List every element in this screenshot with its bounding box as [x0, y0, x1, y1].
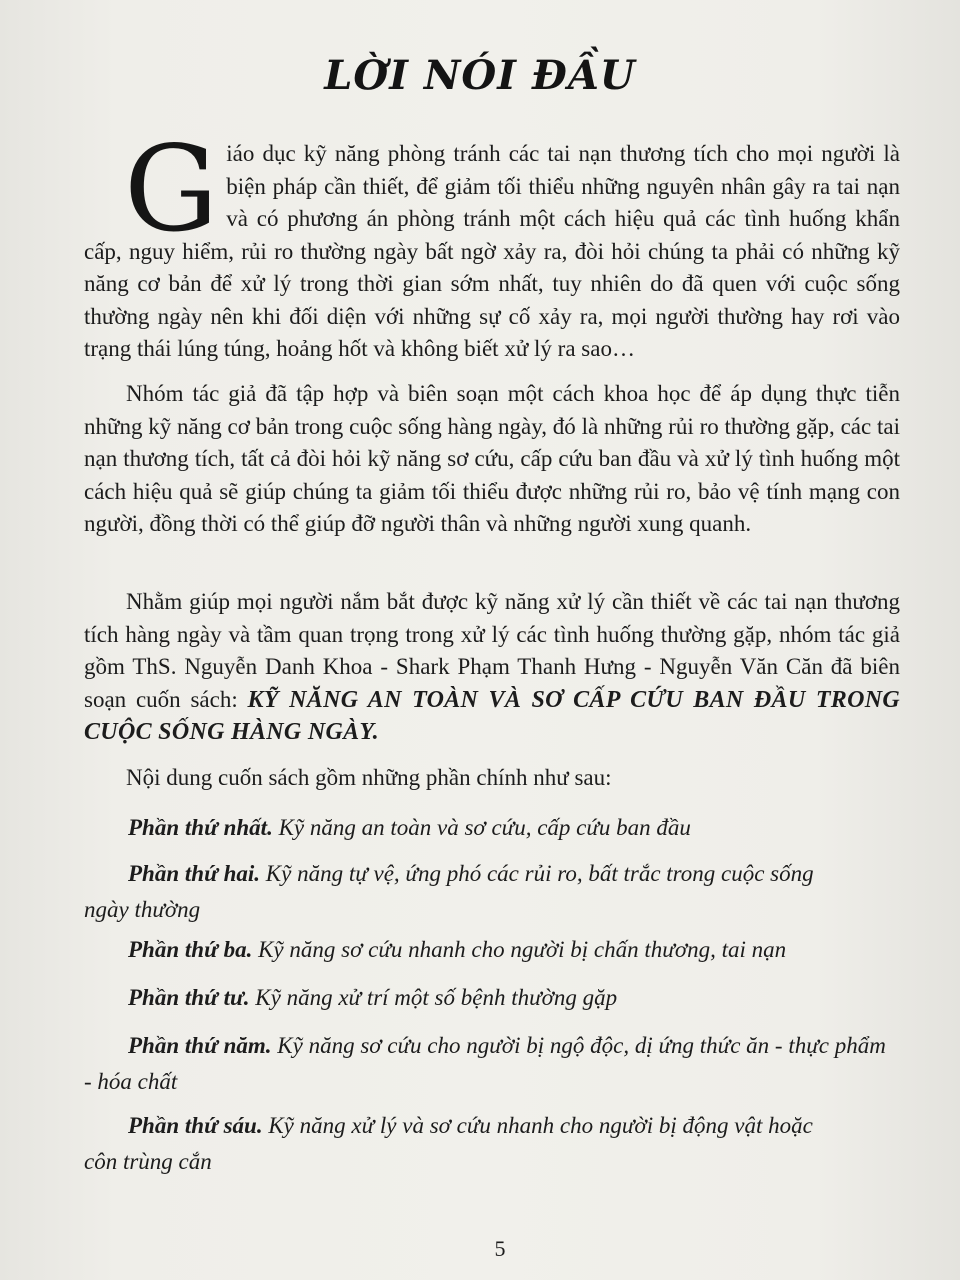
part-item-3	[84, 932, 920, 968]
part-label: Phần thứ năm.	[128, 1033, 272, 1058]
contents-intro: Nội dung cuốn sách gồm những phần chính như sau:	[126, 765, 612, 790]
page-title: LỜI NÓI ĐẦU	[324, 52, 636, 99]
part-label: Phần thứ ba.	[128, 937, 253, 962]
part-text-continued: côn trùng cắn	[84, 1149, 212, 1174]
part-item-2	[84, 856, 920, 928]
intro-paragraph	[84, 120, 900, 366]
part-item-5	[84, 1028, 920, 1100]
part-text-continued: - hóa chất	[84, 1069, 178, 1094]
drop-cap: G	[124, 120, 219, 258]
part-text: Kỹ năng sơ cứu nhanh cho người bị chấn thương, tai nạn	[252, 937, 787, 962]
intro-paragraph-text: iáo dục kỹ năng phòng tránh các tai nạn thương tích cho mọi người là biện pháp cần thiết, để giảm tối thiểu những nguyên nhân gây ra tai nạn và có phương án phòng tránh một cách hiệu quả các tình huống khẩn cấp, nguy hiểm, rủi ro thường ngày bất ngờ xảy ra, đòi hỏi chúng ta phải có những kỹ năng cơ bản để xử lý trong thời gian sớm nhất, tuy nhiên do đã quen với cuộc sống thường ngày nên khi đối diện với những sự cố xảy ra, mọi người thường hay rơi vào trạng thái lúng túng, hoảng hốt và không biết xử lý ra sao…	[84, 141, 900, 361]
part-label: Phần thứ tư.	[128, 985, 250, 1010]
part-text: Kỹ năng xử trí một số bệnh thường gặp	[249, 985, 618, 1010]
book-title: KỸ NĂNG AN TOÀN VÀ SƠ CẤP CỨU BAN ĐẦU TRONG CUỘC SỐNG HÀNG NGÀY.	[84, 686, 900, 745]
part-item-6	[84, 1108, 920, 1180]
part-label: Phần thứ nhất.	[128, 815, 273, 840]
part-text: Kỹ năng xử lý và sơ cứu nhanh cho người bị động vật hoặc	[262, 1113, 813, 1138]
page-number: 5	[494, 1236, 506, 1261]
part-text: Kỹ năng tự vệ, ứng phó các rủi ro, bất trắc trong cuộc sống	[260, 861, 814, 886]
part-label: Phần thứ hai.	[128, 861, 261, 886]
authors-paragraph: Nhóm tác giả đã tập hợp và biên soạn một cách khoa học để áp dụng thực tiễn những kỹ năng cơ bản trong cuộc sống hàng ngày, đó là những rủi ro thường gặp, các tai nạn thương tích, tất cả đòi hỏi kỹ năng sơ cứu, cấp cứu ban đầu và xử lý tình huống một cách hiệu quả sẽ giúp chúng ta giảm tối thiểu được những rủi ro, bảo vệ tính mạng con người, đồng thời có thể giúp đỡ người thân và những người xung quanh.	[84, 381, 900, 536]
part-item-4	[84, 980, 920, 1016]
purpose-paragraph	[84, 586, 900, 749]
part-text: Kỹ năng sơ cứu cho người bị ngộ độc, dị ứng thức ăn - thực phẩm	[271, 1033, 886, 1058]
part-text: Kỹ năng an toàn và sơ cứu, cấp cứu ban đầu	[272, 815, 691, 840]
part-item-1	[84, 810, 920, 846]
purpose-paragraph-text: Nhằm giúp mọi người nắm bắt được kỹ năng xử lý cần thiết về các tai nạn thương tích hàng ngày và tầm quan trọng trong xử lý các tình huống thường gặp, nhóm tác giả gồm ThS. Nguyễn Danh Khoa - Shark Phạm Thanh Hưng - Nguyễn Văn Căn đã biên soạn cuốn sách:	[84, 589, 900, 712]
part-text-continued: ngày thường	[84, 897, 201, 922]
part-label: Phần thứ sáu.	[128, 1113, 263, 1138]
